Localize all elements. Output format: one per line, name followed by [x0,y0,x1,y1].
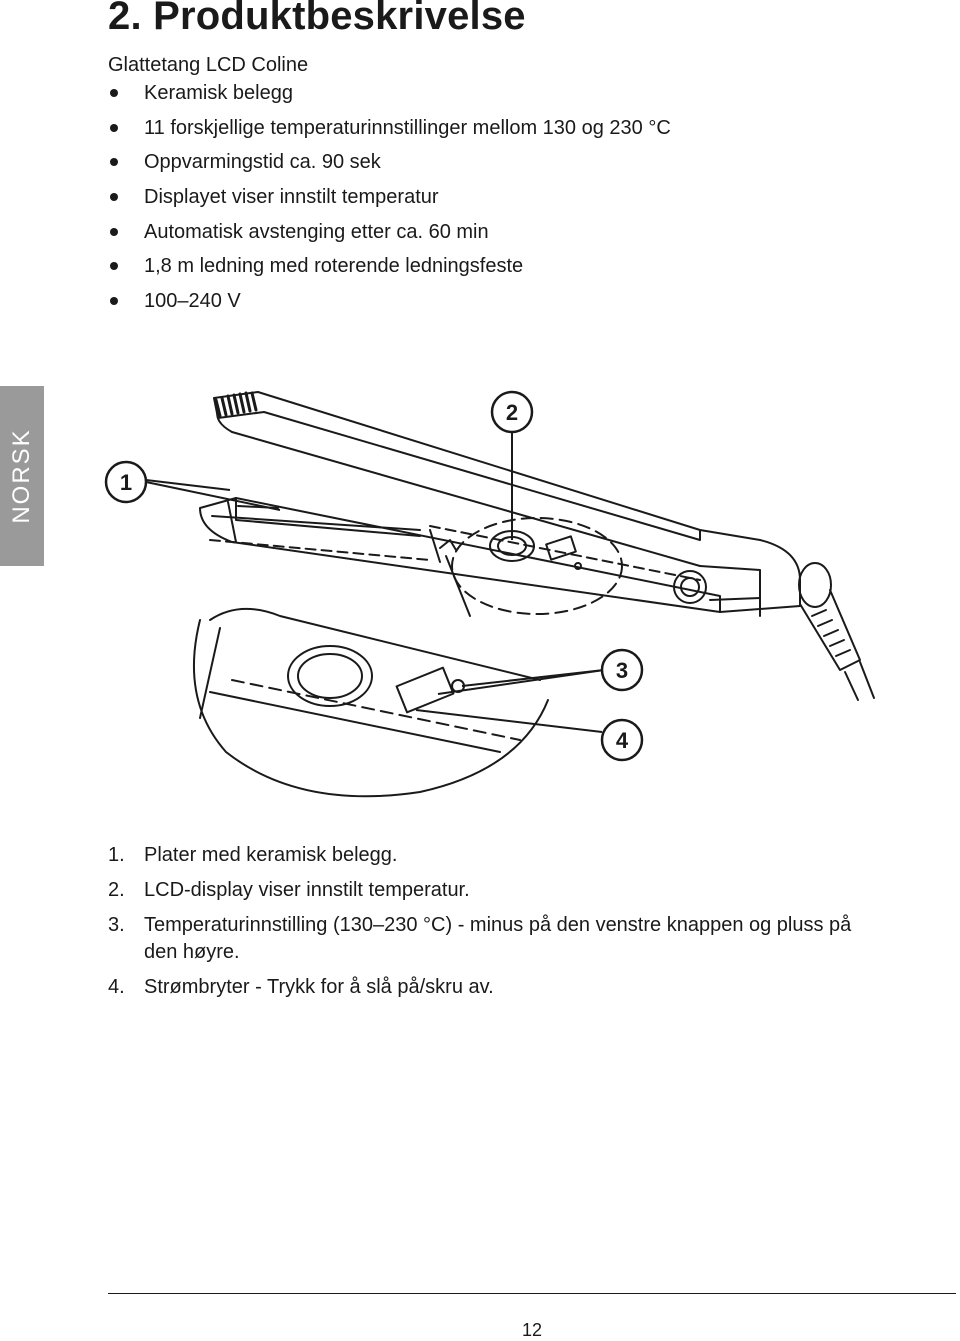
legend-number: 4. [108,976,125,998]
hinge-handle [674,530,800,616]
callout-4-label: 4 [615,728,629,753]
legend-item [108,974,864,1001]
feature-item: Displayet viser innstilt temperatur [108,184,671,219]
feature-item: Oppvarmingstid ca. 90 sek [108,149,671,184]
page-number: 12 [521,1320,543,1340]
upper-arm [214,392,700,566]
callout-1-label: 1 [119,470,133,495]
feature-item: Automatisk avstenging etter ca. 60 min [108,219,671,254]
feature-list [108,80,671,323]
legend-text: Temperaturinnstilling (130–230 °C) - minus på den venstre knappen og pluss på den høyre. [144,914,852,963]
legend-item [108,842,864,869]
hair-straightener-illustration [0,380,960,800]
lower-arm [200,498,720,612]
callout-4-leader [416,710,602,732]
legend-text: LCD-display viser innstilt temperatur. [144,879,470,901]
control-panel [440,518,622,614]
legend-number: 2. [108,879,125,901]
legend-item [108,877,864,904]
feature-item: 1,8 m ledning med roterende ledningsfeste [108,253,671,288]
legend-item [108,912,864,966]
feature-item: 11 forskjellige temperaturinnstillinger mellom 130 og 230 °C [108,115,671,150]
footer-rule [108,1293,956,1294]
product-name: Glattetang LCD Coline [108,54,309,76]
feature-item: 100–240 V [108,288,671,323]
callout-1-leader-b [146,482,280,510]
callout-3-label: 3 [615,658,629,683]
callout-3-leader-b [462,670,604,686]
magnified-inset [194,556,548,796]
legend-number: 3. [108,914,125,936]
swivel-cord [799,563,874,700]
callout-2-label: 2 [505,400,519,425]
section-heading: 2. Produktbeskrivelse [108,0,526,38]
part-legend [108,842,864,1009]
feature-item: Keramisk belegg [108,80,671,115]
legend-text: Plater med keramisk belegg. [144,844,398,866]
legend-text: Strømbryter - Trykk for å slå på/skru av. [144,976,494,998]
legend-number: 1. [108,844,125,866]
language-tab-label: NORSK [8,428,35,524]
